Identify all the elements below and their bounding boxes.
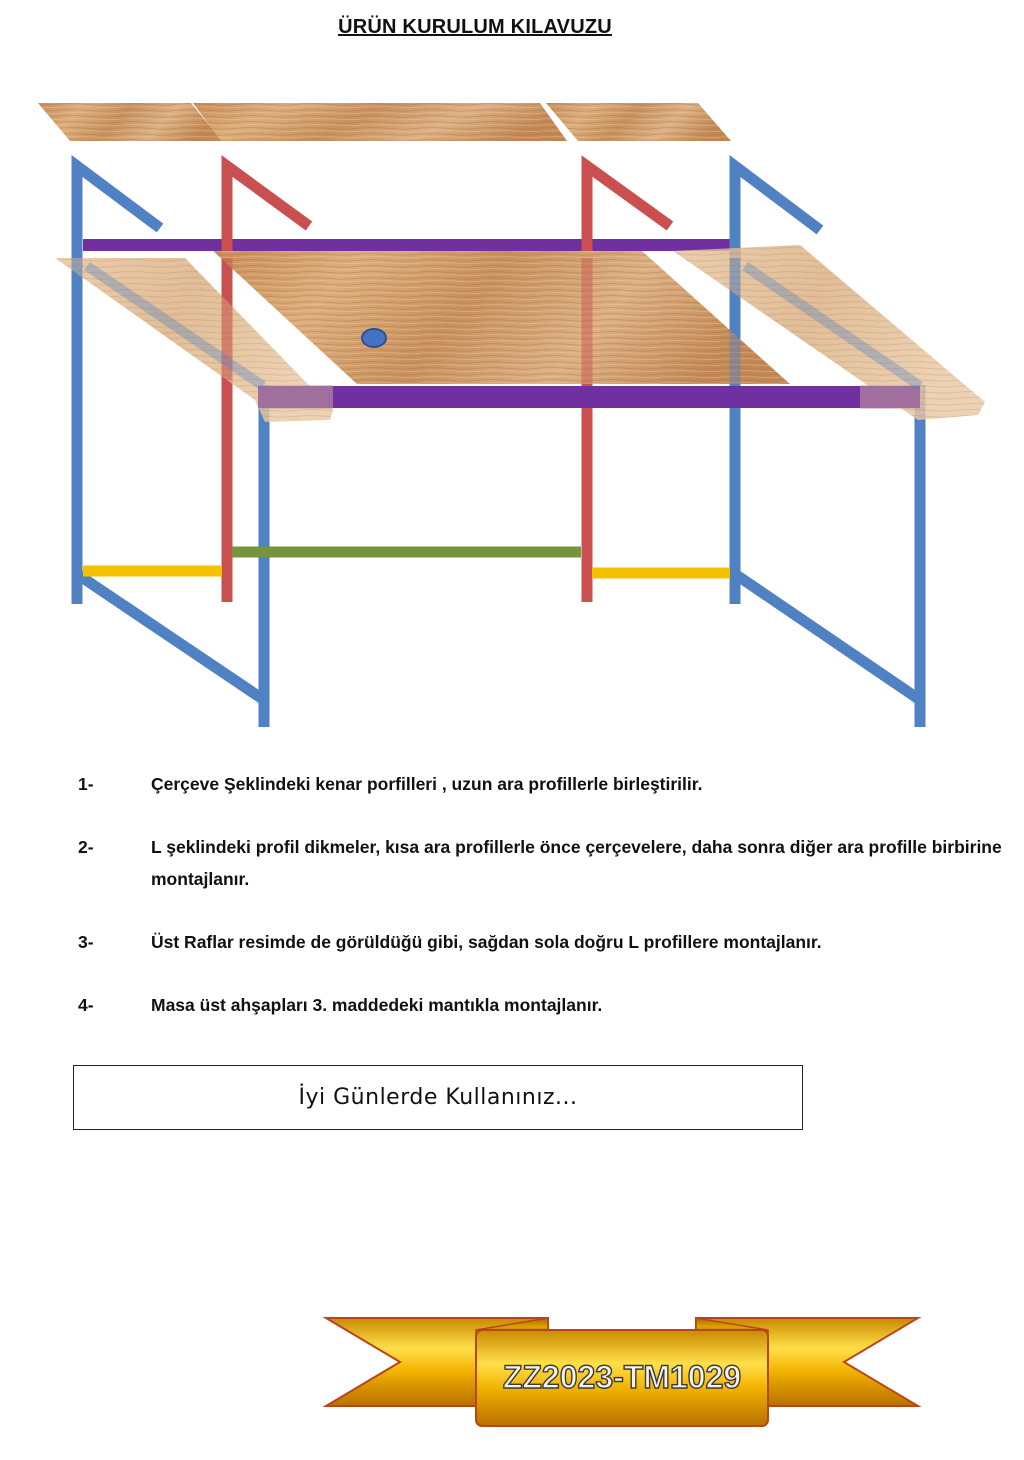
banner-code-text: ZZ2023-TM1029	[502, 1359, 742, 1395]
page-title: ÜRÜN KURULUM KILAVUZU	[338, 16, 612, 38]
greeting-text: İyi Günlerde Kullanınız...	[298, 1085, 578, 1110]
step-number: 1-	[78, 774, 94, 794]
step-text: L şeklindeki profil dikmeler, kısa ara profillerle önce çerçevelere, daha sonra diğer ara profille birbirine montajlanır.	[151, 837, 1002, 889]
product-code-banner	[318, 1310, 928, 1435]
step-number: 2-	[78, 837, 94, 857]
step-text: Üst Raflar resimde de görüldüğü gibi, sağdan sola doğru L profillere montajlanır.	[151, 932, 822, 952]
step-text: Masa üst ahşapları 3. maddedeki mantıkla montajlanır.	[151, 995, 603, 1015]
upper-shelf-boards	[38, 103, 731, 141]
step-text: Çerçeve Şeklindeki kenar porfilleri , uzun ara profillerle birleştirilir.	[151, 774, 703, 794]
instruction-steps	[78, 768, 1008, 1021]
cable-hole	[362, 329, 386, 347]
step-number: 3-	[78, 932, 94, 952]
step-3	[78, 926, 1008, 958]
greeting-box	[73, 1065, 803, 1130]
step-2	[78, 831, 1008, 895]
step-number: 4-	[78, 995, 94, 1015]
step-4	[78, 989, 1008, 1021]
step-1	[78, 768, 1008, 800]
